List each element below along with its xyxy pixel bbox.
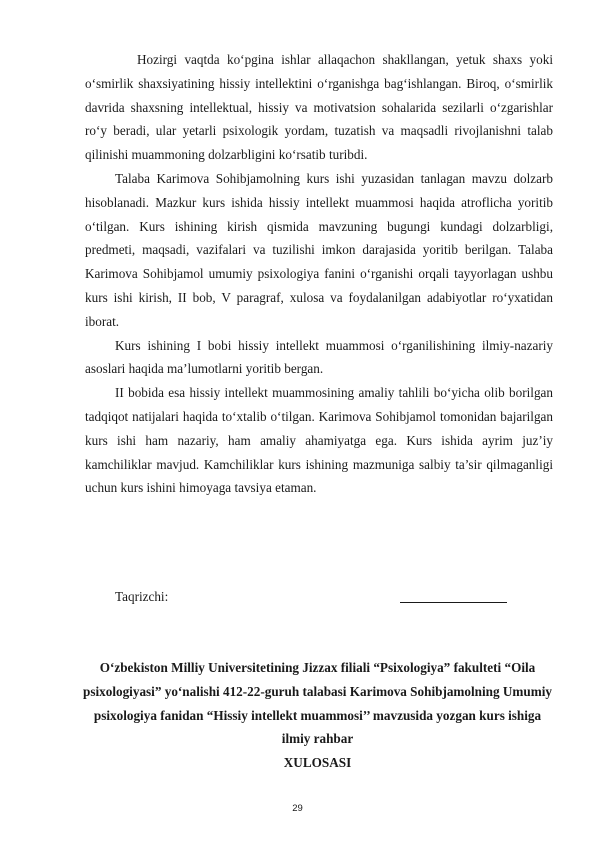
conclusion-title: O‘zbekiston Milliy Universitetining Jizzax filiali “Psixologiya” fakulteti “Oila psixologiyasi” yo‘nalishi 412-22-guruh talabasi Karimova Sohibjamolning Umumiy psixologiya fanidan “Hissiy intellekt muammosi’’ mavzusida yozgan kurs ishiga ilmiy rahbar [83, 660, 552, 747]
reviewer-label: Taqrizchi: [115, 589, 169, 604]
page-number: 29 [292, 803, 303, 814]
paragraph-topic-relevance: Talaba Karimova Sohibjamolning kurs ishi yuzasidan tanlagan mavzu dolzarb hisoblanadi. Mazkur kurs ishida hissiy intellekt muammosi haqida atroflicha yoritib o‘tilgan. Kurs ishining kirish qismida mavzuning bugungi kundagi dolzarbligi, predmeti, maqsadi, vazifalari va tuzilishi imkon darajasida yoritib berilgan. Talaba Karimova Sohibjamol umumiy psixologiya fanini o‘rganishi orqali tayyorlagan ushbu kurs ishi kirish, II bob, V paragraf, xulosa va foydalanilgan adabiyotlar ro‘yxatidan iborat. [85, 170, 553, 329]
signature-line [400, 602, 507, 603]
paragraph-intro: Hozirgi vaqtda ko‘pgina ishlar allaqachon shakllangan, yetuk shaxs yoki o‘smirlik shaxsiyatining hissiy intellektini o‘rganishga bag‘ishlangan. Biroq, o‘smirlik davrida shaxsning intellektual, hissiy va motivatsion sohalarida sezilarli o‘zgarishlar ro‘y beradi, ular yetarli psixologik yordam, tuzatish va maqsadli rivojlanishni talab qilinishi muammoning dolzarbligini ko‘rsatib turibdi. [85, 52, 553, 163]
conclusion-title-block [80, 656, 555, 775]
review-body [85, 48, 553, 500]
paragraph-chapter-one: Kurs ishining I bobi hissiy intellekt muammosi o‘rganilishining ilmiy-nazariy asoslari haqida ma’lumotlarni yoritib bergan. [85, 337, 553, 377]
paragraph-chapter-two: II bobida esa hissiy intellekt muammosining amaliy tahlili bo‘yicha olib borilgan tadqiqot natijalari haqida to‘xtalib o‘tilgan. Karimova Sohibjamol tomonidan bajarilgan kurs ishi ham nazariy, ham amaliy ahamiyatga ega. Kurs ishida ayrim juz’iy kamchiliklar mavjud. Kamchiliklar kurs ishining mazmuniga salbiy ta’sir qilmaganligi uchun kurs ishini himoyaga tavsiya etaman. [85, 385, 553, 496]
conclusion-heading: XULOSASI [283, 755, 352, 771]
